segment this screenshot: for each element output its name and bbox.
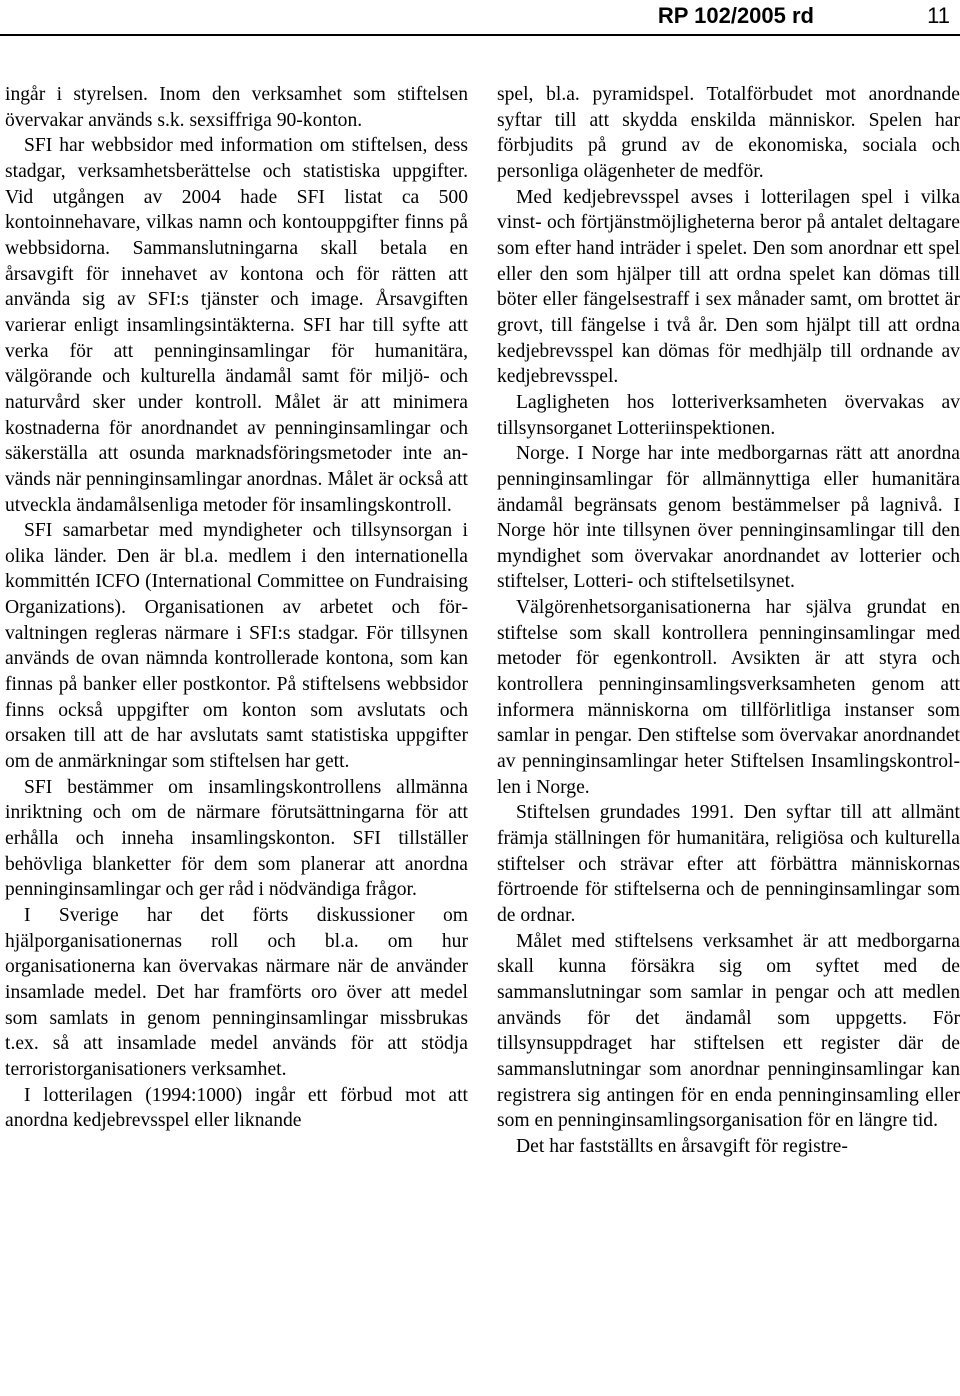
paragraph: Målet med stiftelsens verksamhet är att medborgarna skall kunna försäkra sig om syftet med de sammanslutningar som samlar in pengar och att medlen används för det ändamål som uppgetts. För tillsynsuppdraget har stiftelsen ett register där de sammanslutningar som anordnar penninginsamlingar kan registrera sig antingen för en enda penninginsamling eller som en penninginsamlingsorganisation för en längre tid. (497, 930, 960, 1132)
page-number: 11 (927, 3, 950, 28)
document-identifier: RP 102/2005 rd (657, 3, 814, 28)
paragraph: Med kedjebrevsspel avses i lotterilagen spel i vilka vinst- och förtjänstmöjligheterna beror på antalet deltagare som efter hand inträder i spelet. Den som anordnar ett spel eller den som hjälper till att ordna spelet kan dömas till böter eller fängelsestraff i sex månader samt, om brottet är grovt, till fängelse i två år. Den som hjälpt till att ordna kedjebrevsspel kan dömas för medhjälp till ordnande av kedjebrevsspel. (497, 186, 960, 388)
paragraph: Det har fastställts en årsavgift för registre- (516, 1135, 848, 1157)
paragraph: Norge. I Norge har inte medborgarnas rätt att anordna penninginsamlingar för allmännyttiga eller humanitära ändamål begränsats genom bestämmelser på lagnivå. I Norge hör inte tillsynen över penninginsamlingar till den myndighet som övervakar anordnandet av lotterier och stiftelser, Lotteri- och stiftelsetilsynet. (497, 443, 960, 593)
paragraph: SFI samarbetar med myndigheter och tillsynsorgan i olika länder. Den är bl.a. medlem i den internationella kommittén ICFO (International Committee on Fundraising Organizations). Organisationen av arbetet och förvaltningen regleras närmare i SFI:s stadgar. För tillsynen används de ovan nämnda kontrollerade kontona, som kan finnas på banker eller postkontor. På stiftelsens webbsidor finns också uppgifter om konton som avslutats och orsaken till att de har avslutats samt statistiska uppgifter om de anmärkningar som stiftelsen har gett. (5, 520, 468, 773)
paragraph: I Sverige har det förts diskussioner om hjälporganisationernas roll och bl.a. om hur organisationerna kan övervakas närmare när de använder insamlade medel. Det har framförts oro över att medel som samlats in genom penninginsamlingar missbrukas t.ex. så att insamlade medel används för att stödja terroristorganisationers verksamhet. (5, 905, 468, 1080)
paragraph: Stiftelsen grundades 1991. Den syftar till att allmänt främja ställningen för humanitära, religiösa och kulturella stiftelser och strävar efter att förbättra människornas förtroende för stiftelserna och de penninginsamlingar som de ordnar. (497, 802, 960, 926)
left-column (5, 82, 468, 1134)
paragraph: spel, bl.a. pyramidspel. Totalförbudet mot anordnande syftar till att skydda enskilda människor. Spelen har förbjudits på grund av de ekonomiska, sociala och personliga olägenheter de medför. (497, 84, 960, 182)
paragraph: SFI bestämmer om insamlingskontrollens allmänna inriktning och om de närmare förutsättningarna för att erhålla och inneha insamlingskonton. SFI tillställer behövliga blanketter för dem som planerar att anordna penninginsamlingar och ger råd i nödvändiga frågor. (5, 776, 468, 901)
paragraph: Lagligheten hos lotteriverksamheten övervakas av tillsynsorganet Lotteriinspektionen. (497, 391, 960, 439)
right-column (497, 82, 960, 1160)
paragraph: I lotterilagen (1994:1000) ingår ett förbud mot att anordna kedjebrevsspel eller liknande (5, 1084, 468, 1132)
paragraph: Välgörenhetsorganisationerna har själva grundat en stiftelse som skall kontrollera penninginsamlingar med metoder för egenkontroll. Avsikten är att styra och kontrollera penninginsamlingsverksamheten genom att informera människorna om tillförlitliga instanser som samlar in pengar. Den stiftelse som övervakar anordnandet av penninginsamlingar heter Stiftelsen Insamlingskontrollen i Norge. (497, 597, 960, 798)
header-rule (0, 34, 960, 36)
paragraph: ingår i styrelsen. Inom den verksamhet som stiftelsen övervakar används s.k. sexsiffriga 90-konton. (5, 84, 468, 131)
paragraph: SFI har webbsidor med information om stiftelsen, dess stadgar, verksamhetsberättelse och statistiska uppgifter. Vid utgången av 2004 hade SFI listat ca 500 kontoinnehavare, vilkas namn och kontouppgifter finns på webbsidorna. Sammanslutningarna skall betala en årsavgift för innehavet av kontona och för rätten att använda sig av SFI:s tjänster och image. Årsavgiften varierar enligt insamlingsintäkterna. SFI har till syfte att verka för att penninginsamlingar för humanitära, välgörande och kulturella ändamål samt för miljö- och naturvård sker under kontroll. Målet är att minimera kostnaderna för anordnandet av penninginsamlingar och säkerställa att osunda marknadsföringsmetoder inte används när penninginsamlingar anordnas. Målet är också att utveckla ändamålsenliga metoder för insamlingskontroll. (5, 135, 468, 516)
page-header (0, 0, 960, 36)
